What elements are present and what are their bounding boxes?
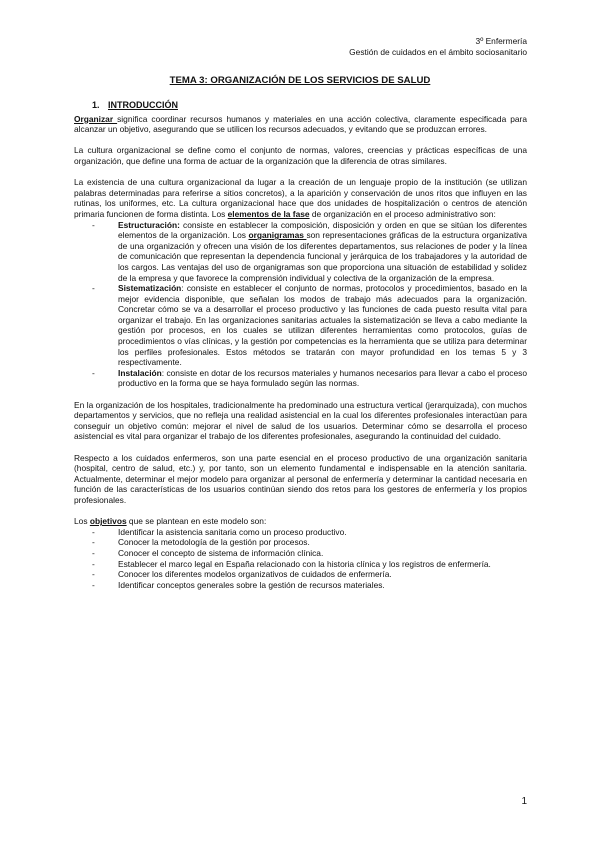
title-text: TEMA 3: ORGANIZACIÓN DE LOS SERVICIOS DE SALUD	[169, 75, 431, 86]
list-item: - Conocer la metodología de la gestión por procesos.	[74, 537, 527, 548]
term-estructuracion: Estructuración:	[118, 219, 180, 230]
term-organizar: Organizar	[74, 113, 118, 124]
paragraph-organizar-text: significa coordinar recursos humanos y materiales en una acción colectiva, claramente especificada para alcanzar un objetivo, asegurando que se utilicen los recursos adecuados, y evitando que se produzcan errores.	[74, 113, 527, 135]
objetivos-text-b: que se plantean en este modelo son:	[126, 516, 267, 527]
header-subject: Gestión de cuidados en el ámbito sociosanitario	[349, 47, 527, 57]
page-header	[349, 36, 527, 58]
elements-list	[74, 220, 527, 390]
list-item: - Identificar la asistencia sanitaria como un proceso productivo.	[74, 527, 527, 538]
instalacion-text: : consiste en dotar de los recursos materiales y humanos necesarios para llevar a cabo el proceso productivo en la forma que se haya formulado según las normas.	[118, 367, 527, 389]
list-item: - Conocer el concepto de sistema de información clínica.	[74, 548, 527, 559]
term-elementos-fase: elementos de la fase	[227, 208, 310, 219]
header-course: 3º Enfermería	[475, 36, 527, 46]
sistematizacion-text: : consiste en establecer el conjunto de normas, protocolos y procedimientos, basado en la mejor evidencia disponible, que señalan los modos de trabajo más adecuados para la organización. Concretar cómo se va a desarrollar el proceso productivo y las funciones de cada puesto resulta vital para organizar el trabajo. En las organizaciones sanitarias actuales la sistematización se lleva a cabo mediante la gestión por procesos, en los cuales se utilizan diferentes herramientas como protocolos, guías de procedimientos o vías clínicas, y la gestión por competencias es la herramienta que se utiliza para determinar los perfiles profesionales. Estos métodos se tratarán con mayor profundidad en los temas 5 y 3 respectivamente.	[118, 283, 527, 368]
objectives-list	[74, 527, 527, 591]
list-item-instalacion	[74, 368, 527, 389]
list-item-sistematizacion	[74, 283, 527, 368]
estructuracion-text-b: son representaciones gráficas de la estructura organizativa de una organización y ofrecen una visión de los diferentes departamentos, sus relaciones de poder y la línea de comunicación que representan la dependencia funcional y jerárquica de los trabajadores y la autoridad de los cargos. Las ventajas del uso de organigramas son que proporciona una situación de estabilidad y solidez de la empresa y que favorece la comprensión individual y colectiva de la organización de la empresa.	[118, 230, 527, 283]
paragraph-existencia-text-b: de organización en el proceso administrativo son:	[309, 208, 496, 219]
paragraph-existencia	[74, 177, 527, 219]
paragraph-objetivos	[74, 516, 527, 527]
list-item: - Identificar conceptos generales sobre la gestión de recursos materiales.	[74, 580, 527, 591]
paragraph-organizar	[74, 114, 527, 135]
paragraph-hospitales: En la organización de los hospitales, tradicionalmente ha predominado una estructura vertical (jerarquizada), con muchos departamentos y servicios, que no refleja una realidad asistencial en la cual los diferentes profesionales interactúan para conseguir un objetivo común: mejorar el nivel de salud de los usuarios. Determinar cómo se desarrolla el proceso asistencial es vital para organizar el trabajo de los diferentes profesionales, asegurando la continuidad del cuidado.	[74, 399, 527, 442]
page-number: 1	[521, 796, 527, 807]
paragraph-cultura: La cultura organizacional se define como el conjunto de normas, valores, creencias y prácticas específicas de una organización, que define una forma de actuar de la organización que la diferencia de otras similares.	[74, 145, 527, 166]
objetivos-text-a: Los	[74, 516, 90, 527]
term-organigramas: organigramas	[248, 230, 307, 241]
list-item: - Conocer los diferentes modelos organizativos de cuidados de enfermería.	[74, 569, 527, 580]
paragraph-cuidados: Respecto a los cuidados enfermeros, son una parte esencial en el proceso productivo de una organización sanitaria (hospital, centro de salud, etc.) y, por tanto, son un elemento fundamental e indispensable en la atención sanitaria. Actualmente, determinar el mejor modelo para organizar al personal de enfermería y determinar la cantidad necesaria en función de las características de los usuarios continúan siendo dos retos para los gestores de enfermería y los propios profesionales.	[74, 452, 527, 505]
term-instalacion: Instalación	[118, 367, 162, 378]
section-heading	[92, 100, 527, 111]
term-sistematizacion: Sistematización	[118, 283, 182, 294]
list-item-estructuracion	[74, 220, 527, 284]
list-item: - Establecer el marco legal en España relacionado con la historia clínica y los registros de enfermería.	[74, 559, 527, 570]
term-objetivos: objetivos	[89, 516, 127, 527]
document-body	[74, 100, 527, 590]
estructuracion-text-a: consiste en establecer la composición, disposición y orden en que se sitúan los diferentes elementos de la organización. Los	[118, 219, 527, 241]
paragraph-existencia-text-a: La existencia de una cultura organizacional da lugar a la creación de un lenguaje propio de la institución (se utilizan palabras determinadas para referirse a sitios concretos), a la aparición y conservación de unos ritos que influyen en las rutinas, los uniformes, etc. La cultura organizacional hace que dos unidades de hospitalización o centros de atención primaria funcionen de forma distinta. Los	[74, 177, 527, 219]
section-number: 1.	[92, 100, 100, 110]
section-title: INTRODUCCIÓN	[108, 100, 178, 110]
document-title	[0, 76, 600, 87]
